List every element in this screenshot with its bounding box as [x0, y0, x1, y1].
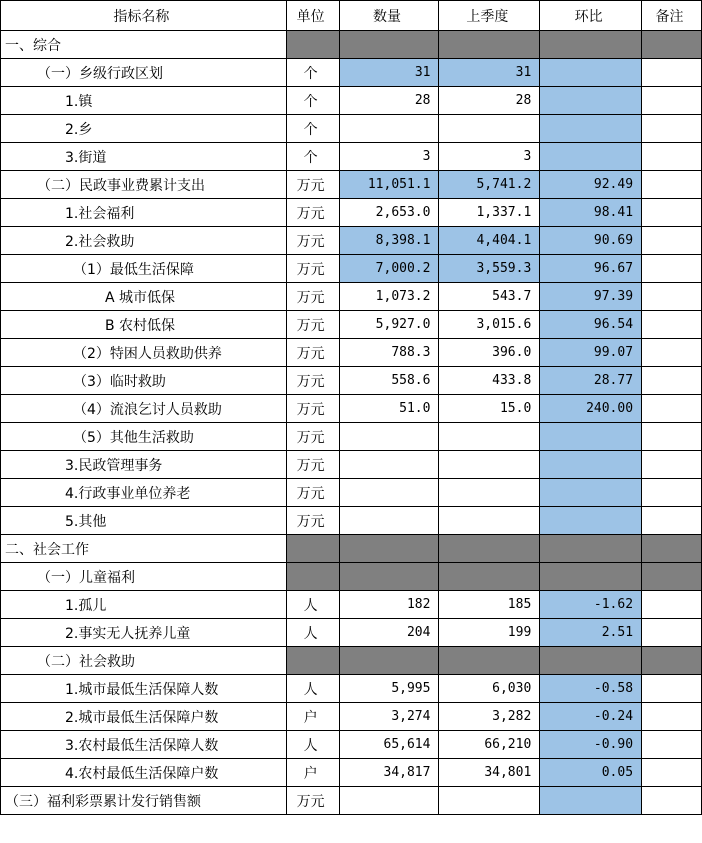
row-unit — [286, 535, 339, 563]
row-prev — [439, 787, 540, 815]
row-name: 4.行政事业单位养老 — [1, 479, 287, 507]
watermark-text: 1990 — [594, 821, 630, 837]
row-qty — [339, 535, 439, 563]
row-name: （二）社会救助 — [1, 647, 287, 675]
row-unit: 万元 — [286, 507, 339, 535]
row-prev: 5,741.2 — [439, 171, 540, 199]
row-remark — [642, 283, 702, 311]
row-prev: 185 — [439, 591, 540, 619]
row-remark — [642, 787, 702, 815]
row-ratio: 96.67 — [540, 255, 642, 283]
row-unit: 万元 — [286, 171, 339, 199]
table-row — [1, 171, 702, 199]
row-qty — [339, 787, 439, 815]
row-remark — [642, 143, 702, 171]
row-qty: 788.3 — [339, 339, 439, 367]
row-remark — [642, 87, 702, 115]
row-name: 1.镇 — [1, 87, 287, 115]
row-ratio — [540, 451, 642, 479]
row-name: 二、社会工作 — [1, 535, 287, 563]
row-qty — [339, 563, 439, 591]
table-body — [1, 31, 702, 815]
row-qty: 51.0 — [339, 395, 439, 423]
row-qty — [339, 423, 439, 451]
row-unit: 个 — [286, 143, 339, 171]
row-prev: 34,801 — [439, 759, 540, 787]
header-prev: 上季度 — [439, 1, 540, 31]
row-remark — [642, 507, 702, 535]
row-ratio: 240.00 — [540, 395, 642, 423]
row-prev: 199 — [439, 619, 540, 647]
table-row — [1, 479, 702, 507]
row-remark — [642, 675, 702, 703]
row-remark — [642, 619, 702, 647]
row-prev: 28 — [439, 87, 540, 115]
table-row — [1, 87, 702, 115]
row-unit: 万元 — [286, 423, 339, 451]
row-name: 2.社会救助 — [1, 227, 287, 255]
table-row — [1, 115, 702, 143]
row-remark — [642, 311, 702, 339]
row-ratio: -0.90 — [540, 731, 642, 759]
row-ratio: 99.07 — [540, 339, 642, 367]
row-name: （4）流浪乞讨人员救助 — [1, 395, 287, 423]
row-ratio — [540, 143, 642, 171]
row-unit: 万元 — [286, 255, 339, 283]
row-qty — [339, 647, 439, 675]
row-unit: 人 — [286, 591, 339, 619]
row-remark — [642, 339, 702, 367]
header-ratio: 环比 — [540, 1, 642, 31]
row-name: B 农村低保 — [1, 311, 287, 339]
row-ratio: 2.51 — [540, 619, 642, 647]
row-remark — [642, 647, 702, 675]
row-ratio — [540, 59, 642, 87]
row-qty — [339, 479, 439, 507]
row-remark — [642, 255, 702, 283]
header-qty: 数量 — [339, 1, 439, 31]
row-ratio: 98.41 — [540, 199, 642, 227]
table-row — [1, 339, 702, 367]
row-unit: 万元 — [286, 451, 339, 479]
row-unit: 万元 — [286, 339, 339, 367]
row-prev: 15.0 — [439, 395, 540, 423]
header-name: 指标名称 — [1, 1, 287, 31]
row-prev — [439, 535, 540, 563]
row-unit: 万元 — [286, 283, 339, 311]
row-name: （一）乡级行政区划 — [1, 59, 287, 87]
table-row — [1, 255, 702, 283]
row-name: 1.孤儿 — [1, 591, 287, 619]
table-row — [1, 535, 702, 563]
table-row — [1, 143, 702, 171]
row-remark — [642, 367, 702, 395]
header-unit: 单位 — [286, 1, 339, 31]
row-qty: 558.6 — [339, 367, 439, 395]
row-ratio: 90.69 — [540, 227, 642, 255]
row-name: 5.其他 — [1, 507, 287, 535]
row-remark — [642, 759, 702, 787]
row-ratio — [540, 87, 642, 115]
row-remark — [642, 59, 702, 87]
row-qty: 5,927.0 — [339, 311, 439, 339]
row-remark — [642, 563, 702, 591]
row-prev: 433.8 — [439, 367, 540, 395]
row-ratio — [540, 563, 642, 591]
table-row — [1, 367, 702, 395]
row-ratio: -0.58 — [540, 675, 642, 703]
row-qty — [339, 115, 439, 143]
row-qty: 31 — [339, 59, 439, 87]
table-row — [1, 647, 702, 675]
table-row — [1, 283, 702, 311]
row-qty: 11,051.1 — [339, 171, 439, 199]
row-ratio — [540, 507, 642, 535]
table-row — [1, 59, 702, 87]
row-qty: 34,817 — [339, 759, 439, 787]
row-unit: 万元 — [286, 479, 339, 507]
row-prev: 31 — [439, 59, 540, 87]
table-row — [1, 507, 702, 535]
row-ratio — [540, 423, 642, 451]
row-name: 1.社会福利 — [1, 199, 287, 227]
row-ratio: 0.05 — [540, 759, 642, 787]
row-ratio — [540, 535, 642, 563]
row-name: 3.民政管理事务 — [1, 451, 287, 479]
table-row — [1, 563, 702, 591]
row-remark — [642, 479, 702, 507]
row-qty — [339, 31, 439, 59]
row-remark — [642, 423, 702, 451]
row-qty: 204 — [339, 619, 439, 647]
row-unit: 万元 — [286, 311, 339, 339]
row-unit: 人 — [286, 675, 339, 703]
table-row — [1, 787, 702, 815]
row-prev: 543.7 — [439, 283, 540, 311]
row-unit: 人 — [286, 731, 339, 759]
row-prev — [439, 31, 540, 59]
row-prev — [439, 479, 540, 507]
row-unit — [286, 31, 339, 59]
table-row — [1, 731, 702, 759]
row-name: （2）特困人员救助供养 — [1, 339, 287, 367]
row-prev: 3 — [439, 143, 540, 171]
row-prev: 396.0 — [439, 339, 540, 367]
row-ratio: 97.39 — [540, 283, 642, 311]
row-qty: 5,995 — [339, 675, 439, 703]
row-remark — [642, 31, 702, 59]
row-remark — [642, 451, 702, 479]
row-prev — [439, 451, 540, 479]
row-name: （3）临时救助 — [1, 367, 287, 395]
row-qty: 1,073.2 — [339, 283, 439, 311]
row-prev: 66,210 — [439, 731, 540, 759]
row-unit: 万元 — [286, 199, 339, 227]
row-unit: 万元 — [286, 367, 339, 395]
row-remark — [642, 227, 702, 255]
row-prev — [439, 647, 540, 675]
row-unit: 万元 — [286, 395, 339, 423]
row-unit: 个 — [286, 115, 339, 143]
row-name: （1）最低生活保障 — [1, 255, 287, 283]
row-ratio — [540, 479, 642, 507]
row-prev — [439, 563, 540, 591]
table-row — [1, 311, 702, 339]
row-prev: 3,559.3 — [439, 255, 540, 283]
row-remark — [642, 395, 702, 423]
row-prev — [439, 115, 540, 143]
row-remark — [642, 535, 702, 563]
row-unit: 户 — [286, 759, 339, 787]
row-remark — [642, 115, 702, 143]
row-remark — [642, 591, 702, 619]
row-ratio — [540, 787, 642, 815]
row-ratio — [540, 647, 642, 675]
row-name: 4.农村最低生活保障户数 — [1, 759, 287, 787]
row-qty: 182 — [339, 591, 439, 619]
row-name: 2.城市最低生活保障户数 — [1, 703, 287, 731]
row-remark — [642, 171, 702, 199]
row-ratio — [540, 31, 642, 59]
header-row — [1, 1, 702, 31]
row-unit — [286, 647, 339, 675]
table-row — [1, 759, 702, 787]
table-row — [1, 227, 702, 255]
row-unit: 万元 — [286, 227, 339, 255]
row-unit: 个 — [286, 59, 339, 87]
table-row — [1, 395, 702, 423]
row-remark — [642, 731, 702, 759]
row-ratio: 96.54 — [540, 311, 642, 339]
row-qty: 7,000.2 — [339, 255, 439, 283]
row-prev: 3,015.6 — [439, 311, 540, 339]
row-qty: 2,653.0 — [339, 199, 439, 227]
row-name: 3.农村最低生活保障人数 — [1, 731, 287, 759]
row-name: （一）儿童福利 — [1, 563, 287, 591]
row-qty: 3 — [339, 143, 439, 171]
row-qty: 28 — [339, 87, 439, 115]
row-prev — [439, 507, 540, 535]
row-prev: 3,282 — [439, 703, 540, 731]
row-qty: 8,398.1 — [339, 227, 439, 255]
row-name: （5）其他生活救助 — [1, 423, 287, 451]
row-remark — [642, 703, 702, 731]
row-qty — [339, 451, 439, 479]
table-row — [1, 31, 702, 59]
row-name: （二）民政事业费累计支出 — [1, 171, 287, 199]
table-row — [1, 591, 702, 619]
row-name: 1.城市最低生活保障人数 — [1, 675, 287, 703]
table-row — [1, 199, 702, 227]
table-row — [1, 619, 702, 647]
table-row — [1, 675, 702, 703]
table-row — [1, 451, 702, 479]
row-unit: 户 — [286, 703, 339, 731]
row-qty: 3,274 — [339, 703, 439, 731]
header-remark: 备注 — [642, 1, 702, 31]
row-name: 3.街道 — [1, 143, 287, 171]
row-ratio — [540, 115, 642, 143]
row-qty — [339, 507, 439, 535]
row-name: 一、综合 — [1, 31, 287, 59]
row-prev — [439, 423, 540, 451]
row-remark — [642, 199, 702, 227]
row-name: 2.事实无人抚养儿童 — [1, 619, 287, 647]
row-ratio: -1.62 — [540, 591, 642, 619]
row-prev: 6,030 — [439, 675, 540, 703]
row-qty: 65,614 — [339, 731, 439, 759]
table-row — [1, 423, 702, 451]
row-prev: 4,404.1 — [439, 227, 540, 255]
row-unit: 人 — [286, 619, 339, 647]
table-row — [1, 703, 702, 731]
row-name: （三）福利彩票累计发行销售额 — [1, 787, 287, 815]
row-unit — [286, 563, 339, 591]
row-ratio: -0.24 — [540, 703, 642, 731]
row-prev: 1,337.1 — [439, 199, 540, 227]
row-name: A 城市低保 — [1, 283, 287, 311]
row-unit: 万元 — [286, 787, 339, 815]
row-ratio: 92.49 — [540, 171, 642, 199]
row-name: 2.乡 — [1, 115, 287, 143]
row-unit: 个 — [286, 87, 339, 115]
row-ratio: 28.77 — [540, 367, 642, 395]
